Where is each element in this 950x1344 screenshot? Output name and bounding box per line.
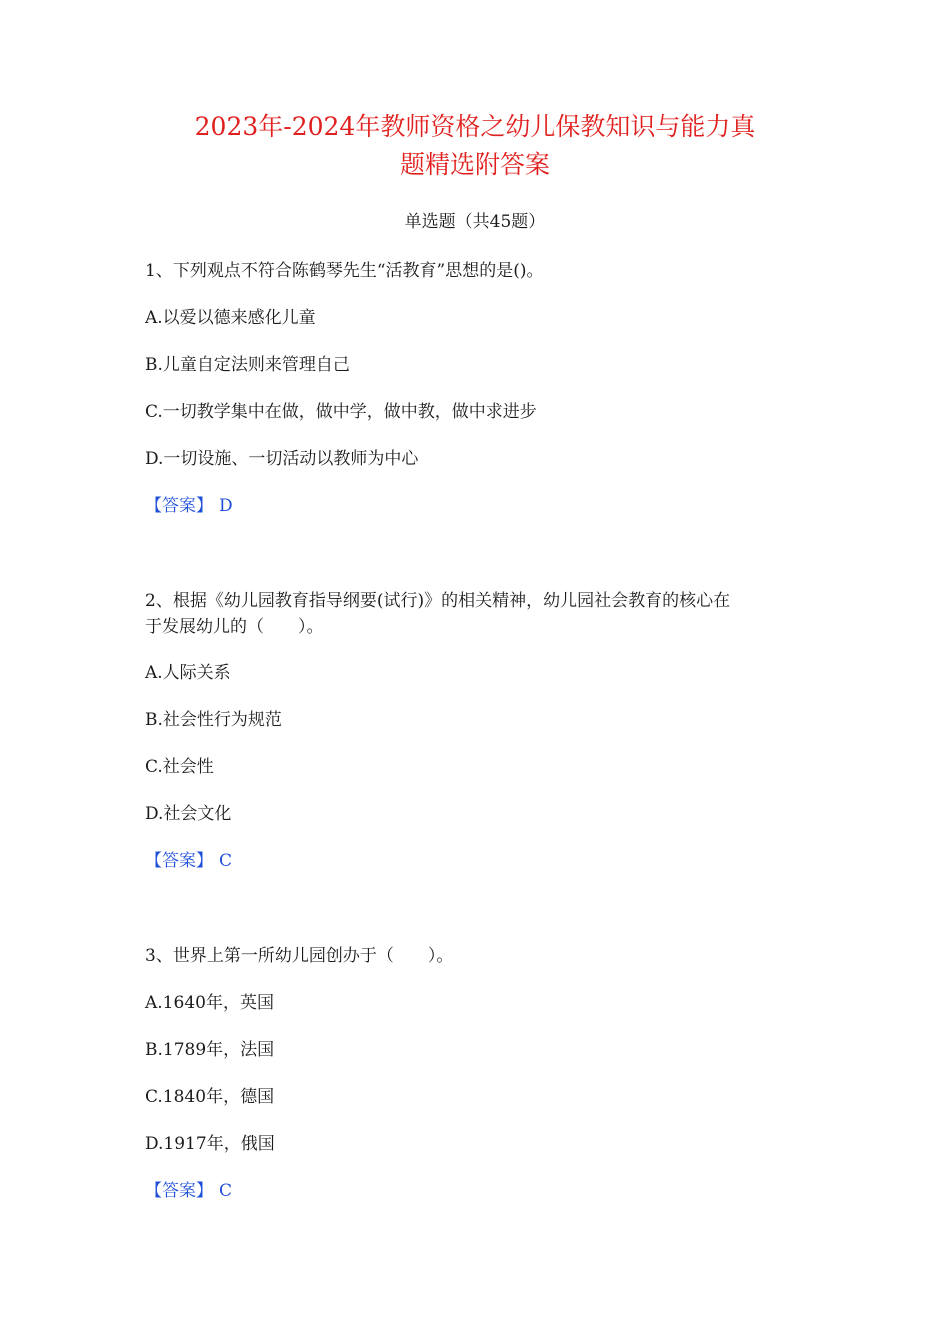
question-3-stem: 3、世界上第一所幼儿园创办于（ ）。 <box>145 946 454 966</box>
answer-value: D <box>219 496 233 516</box>
question-1-answer <box>145 493 815 519</box>
title-line-1: 2023年-2024年教师资格之幼儿保教知识与能力真 <box>194 112 756 141</box>
question-2-answer <box>145 848 815 874</box>
question-1-option-b: B.儿童自定法则来管理自己 <box>145 355 350 375</box>
question-3-answer <box>145 1178 815 1204</box>
question-2-option-c: C.社会性 <box>145 757 214 777</box>
answer-tag: 【答案】 <box>145 851 213 871</box>
question-3-option-c: C.1840年，德国 <box>145 1087 275 1107</box>
question-2-option-a: A.人际关系 <box>145 663 231 683</box>
question-1-option-a: A.以爱以德来感化儿童 <box>145 308 316 328</box>
question-2-option-b: B.社会性行为规范 <box>145 710 282 730</box>
answer-value: C <box>219 851 233 871</box>
question-2-stem-line-2: 于发展幼儿的（ ）。 <box>145 617 324 637</box>
answer-tag: 【答案】 <box>145 1181 213 1201</box>
question-3-option-d: D.1917年，俄国 <box>145 1134 275 1154</box>
section-heading: 单选题（共45题） <box>404 212 546 232</box>
title-line-2: 题精选附答案 <box>399 150 550 179</box>
answer-value: C <box>219 1181 233 1201</box>
question-2-stem-line-1: 2、根据《幼儿园教育指导纲要(试行)》的相关精神，幼儿园社会教育的核心在 <box>145 591 731 611</box>
question-3-option-a: A.1640年，英国 <box>145 993 274 1013</box>
question-1-option-d: D.一切设施、一切活动以教师为中心 <box>145 449 419 469</box>
document-title <box>140 108 810 184</box>
question-1-option-c: C.一切教学集中在做，做中学，做中教，做中求进步 <box>145 402 537 422</box>
question-2-option-d: D.社会文化 <box>145 804 232 824</box>
question-3-option-b: B.1789年，法国 <box>145 1040 275 1060</box>
question-1-stem: 1、下列观点不符合陈鹤琴先生“活教育”思想的是()。 <box>145 261 544 281</box>
answer-tag: 【答案】 <box>145 496 213 516</box>
